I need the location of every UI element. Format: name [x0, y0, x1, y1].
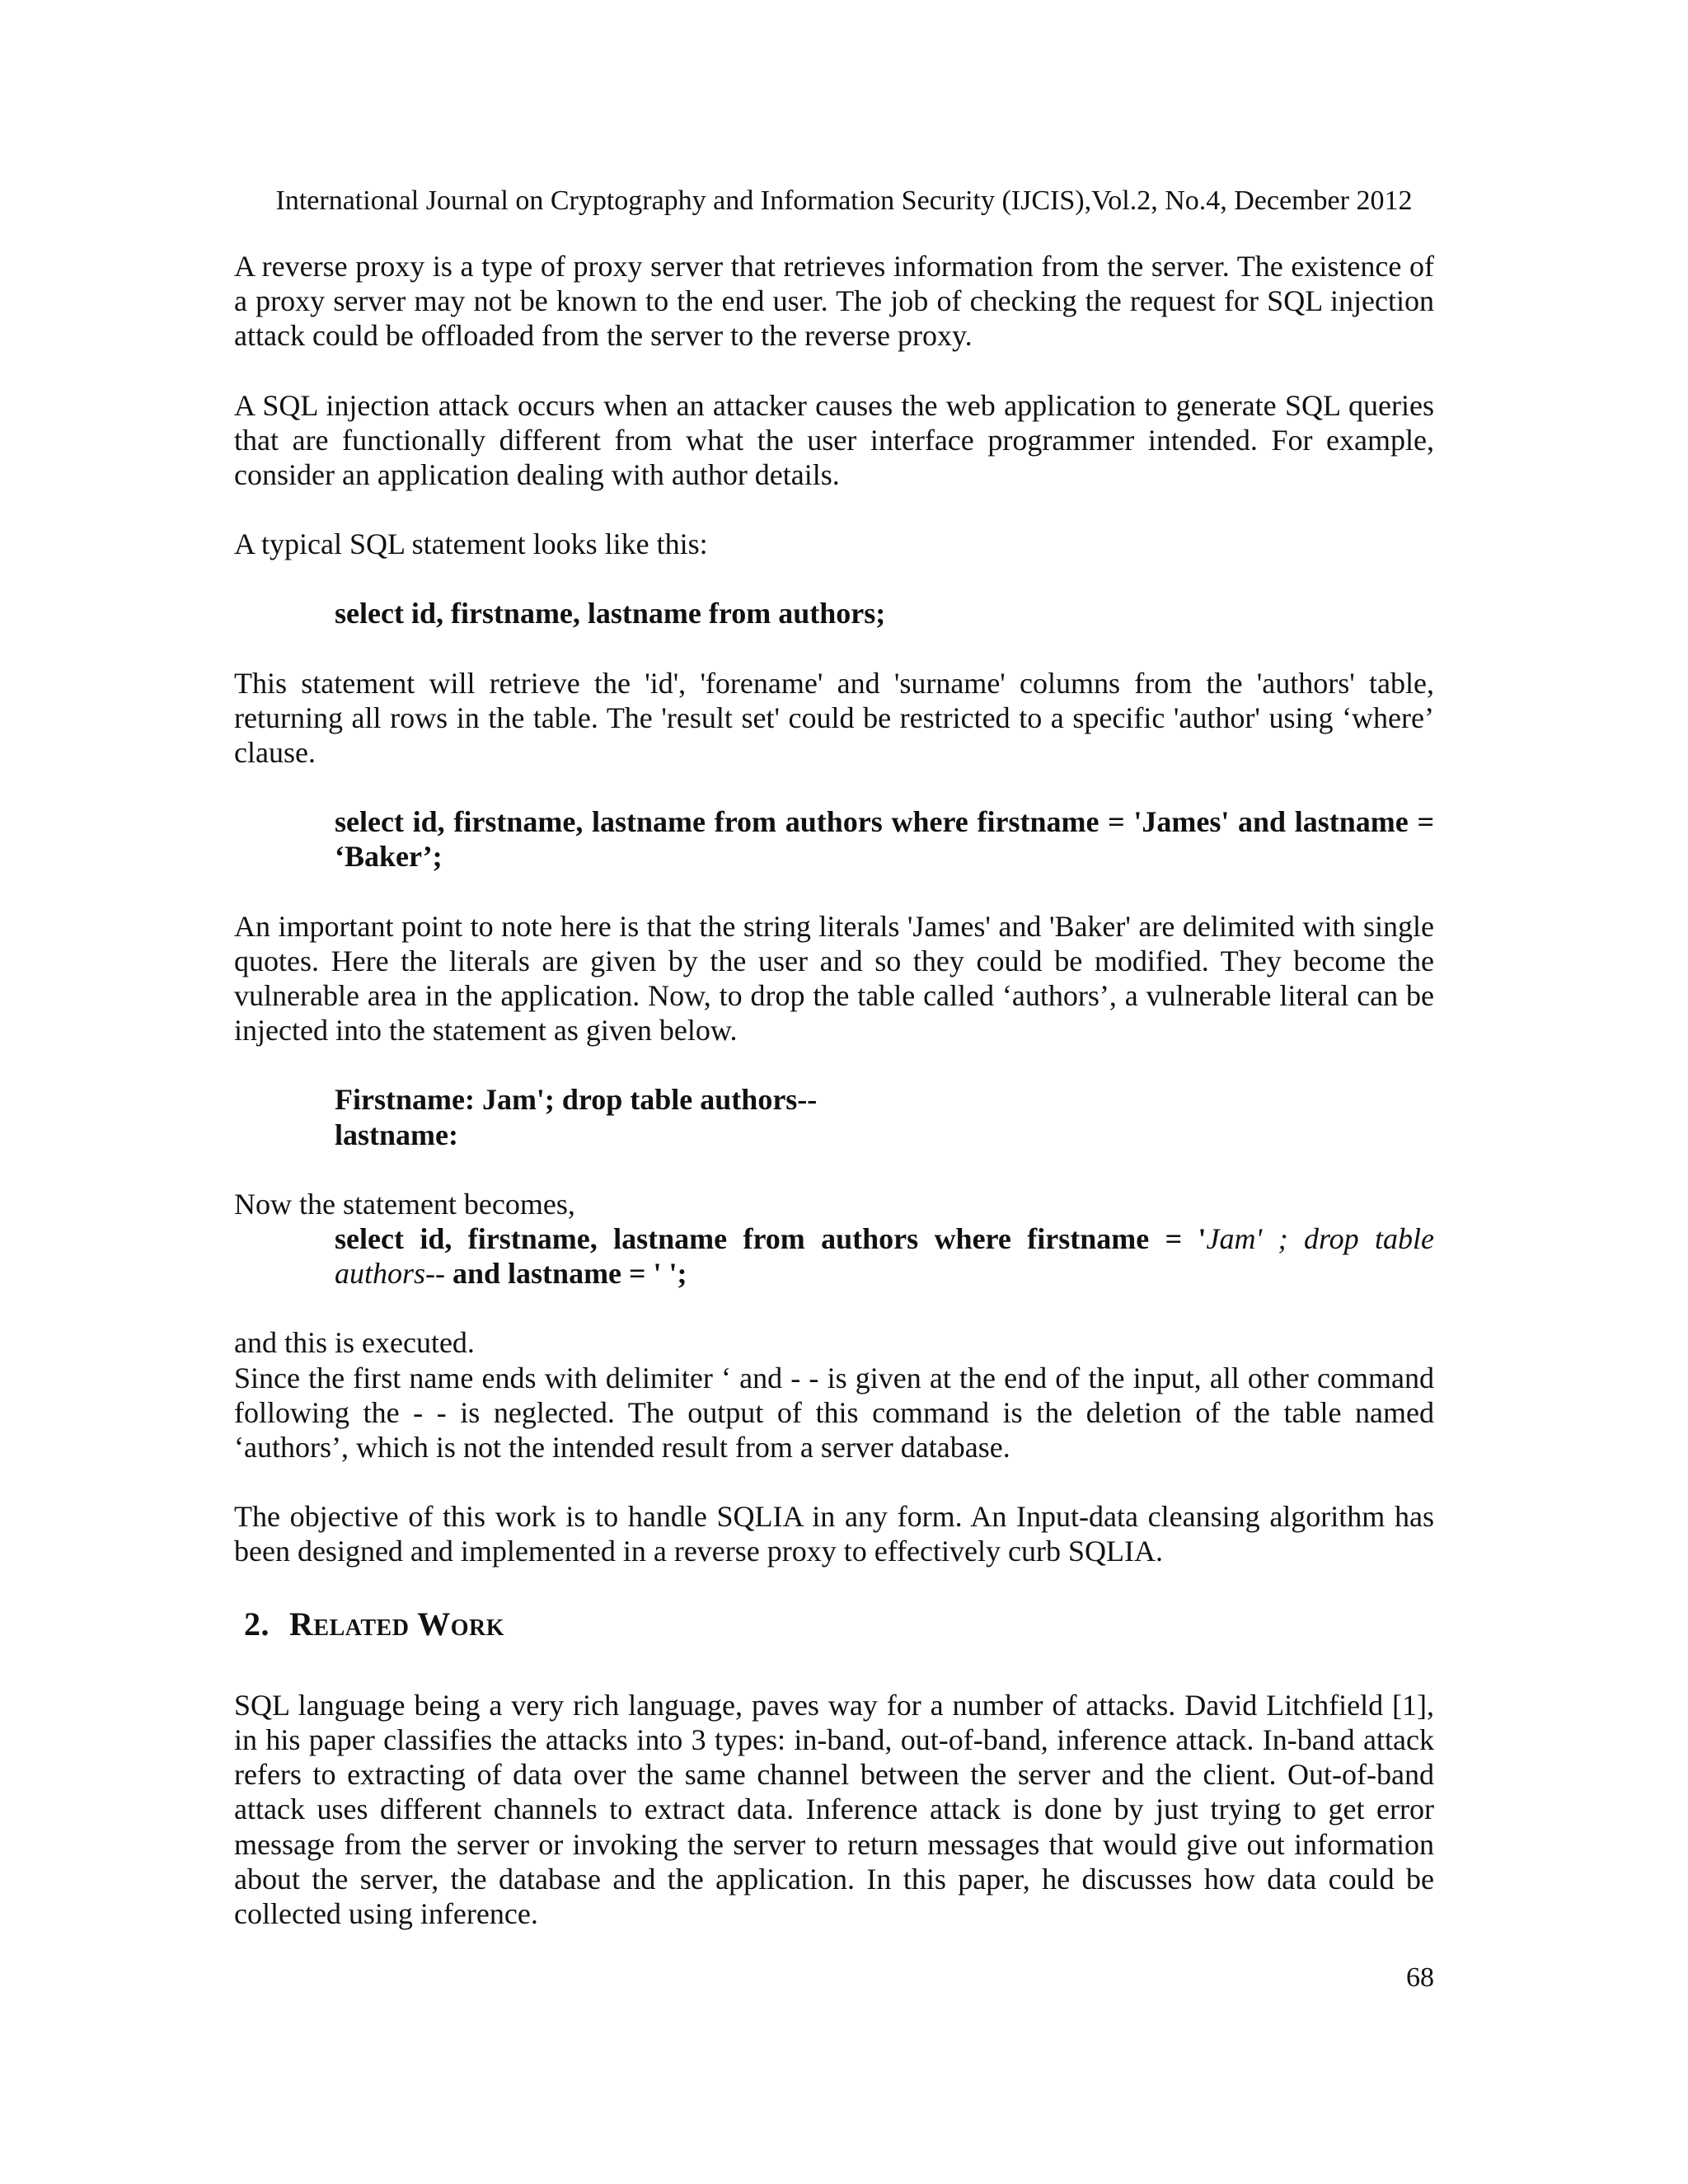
paragraph-statement-becomes: Now the statement becomes,: [234, 1187, 575, 1221]
code-lastname-line: lastname:: [335, 1118, 458, 1151]
code-select-where: select id, firstname, lastname from authors where firstname = 'James' and lastname = ‘Baker’;: [335, 805, 1434, 874]
code-select-all: select id, firstname, lastname from authors;: [335, 597, 886, 630]
paragraph-reverse-proxy: A reverse proxy is a type of proxy server that retrieves information from the server. The existence of a proxy server may not be known to the end user. The job of checking the request for SQL injection attack could be offloaded from the server to the reverse proxy.: [234, 250, 1434, 353]
code-injected-part-a: select id, firstname, lastname from authors where firstname = ': [335, 1222, 1207, 1256]
running-head: International Journal on Cryptography and Information Security (IJCIS),Vol.2, No.4, December 2012: [275, 185, 1413, 216]
code-injected-statement: [335, 1221, 1434, 1291]
section-heading-related-work: [244, 1604, 1434, 1645]
section-title: Related Work: [289, 1605, 505, 1643]
paragraph-objective: The objective of this work is to handle SQLIA in any form. An Input-data cleansing algorithm has been designed and implemented in a reverse proxy to effectively curb SQLIA.: [234, 1500, 1434, 1568]
body-text: [234, 249, 1434, 1966]
code-firstname-line: Firstname: Jam'; drop table authors--: [335, 1083, 818, 1117]
section-number: 2.: [244, 1605, 270, 1643]
paragraph-typical-statement: A typical SQL statement looks like this:: [234, 527, 708, 561]
code-injected-part-c: and lastname = ' ';: [445, 1257, 687, 1291]
paragraph-string-literals: An important point to note here is that the string literals 'James' and 'Baker' are delimited with single quotes. Here the literals are given by the user and so they could be modified. They become the vulnerable area in the application. Now, to drop the table called ‘authors’, a vulnerable literal can be injected into the statement as given below.: [234, 909, 1434, 1047]
code-injection-input: [335, 1082, 1434, 1151]
code-injected-literal: Jam' ; drop table authors--: [335, 1222, 1434, 1291]
paragraph-statement-explanation: This statement will retrieve the 'id', 'forename' and 'surname' columns from the 'authors' table, returning all rows in the table. The 'result set' could be restricted to a specific 'author' using ‘where’ clause.: [234, 666, 1434, 770]
paragraph-delimiter-explanation: Since the first name ends with delimiter ‘ and - - is given at the end of the input, all other command following the - - is neglected. The output of this command is the deletion of the table named ‘authors’, which is not the intended result from a server database.: [234, 1361, 1434, 1465]
paragraph-sql-injection-definition: A SQL injection attack occurs when an attacker causes the web application to generate SQL queries that are functionally different from what the user interface programmer intended. For example, consider an application dealing with author details.: [234, 388, 1434, 492]
paragraph-executed: and this is executed.: [234, 1326, 475, 1360]
page-number: 68: [1406, 1962, 1434, 1993]
paragraph-related-work: SQL language being a very rich language, paves way for a number of attacks. David Litchfield [1], in his paper classifies the attacks into 3 types: in-band, out-of-band, inference attack. In-band attack refers to extracting of data over the same channel between the server and the client. Out-of-band attack uses different channels to extract data. Inference attack is done by just trying to get error message from the server or invoking the server to return messages that would give out information about the server, the database and the application. In this paper, he discusses how data could be collected using inference.: [234, 1688, 1434, 1930]
